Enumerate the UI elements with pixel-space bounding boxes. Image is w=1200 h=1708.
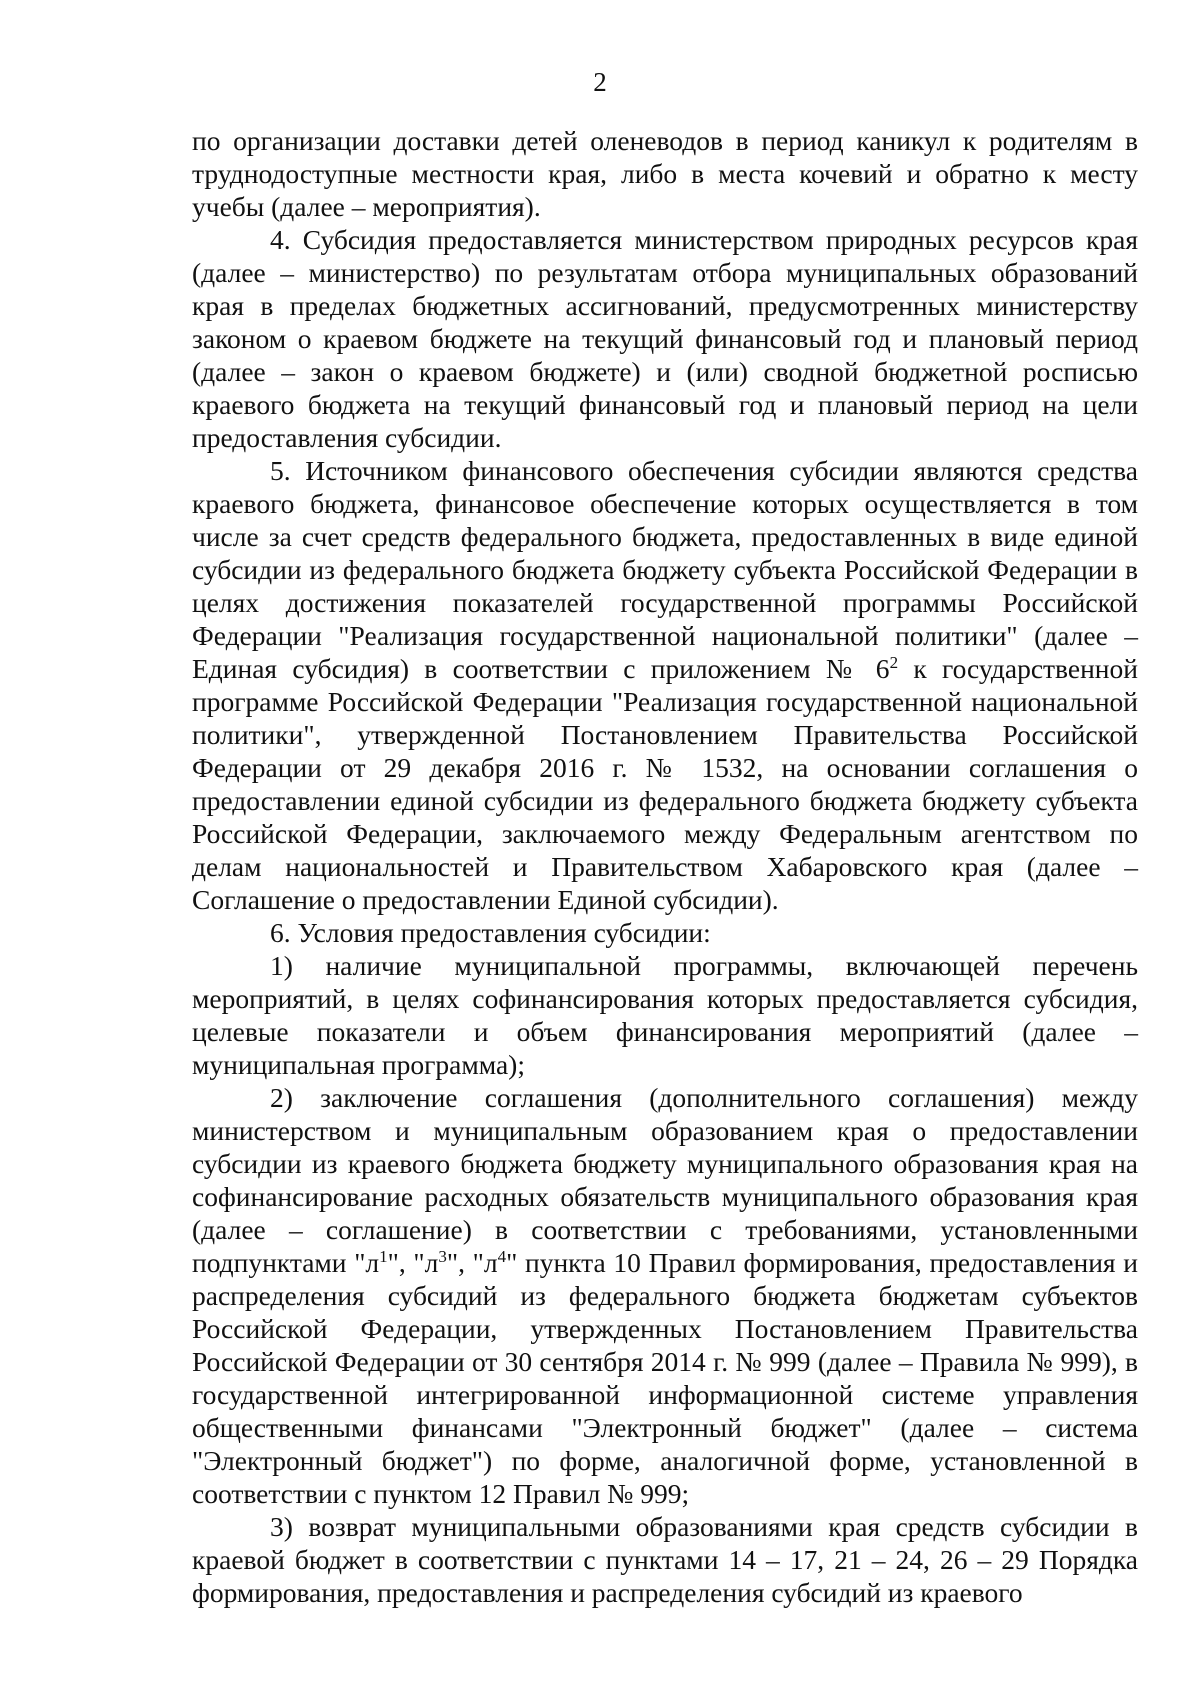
- paragraph-4: 4. Субсидия предоставляется министерством природных ресурсов края (далее – министерство) по результатам отбора муниципальных образований края в пределах бюджетных ассигнований, предусмотренных министерству законом о краевом бюджете на текущий финансовый год и плановый период (далее – закон о краевом бюджете) и (или) сводной бюджетной росписью краевого бюджета на текущий финансовый год и плановый период на цели предоставления субсидии.: [192, 224, 1138, 453]
- page-number: 2: [593, 67, 607, 97]
- subpoint-superscript-3: 3: [438, 1246, 447, 1266]
- annex-superscript: 2: [889, 652, 899, 672]
- subpoint-superscript-4: 4: [497, 1246, 507, 1266]
- subparagraph-6-2: [192, 1081, 1138, 1510]
- document-body: [192, 124, 1138, 1609]
- subparagraph-6-2-text-d: " пункта 10 Правил формирования, предоставления и распределения субсидий из федерального бюджета бюджетам субъектов Российской Федерации, утвержденных Постановлением Правительства Российской Федерации от 30 сентября 2014 г. № 999 (далее – Правила № 999), в государственной интегрированной информационной системе управления общественными финансами "Электронный бюджет" (далее – система "Электронный бюджет") по форме, аналогичной форме, установленной в соответствии с пунктом 12 Правил № 999;: [192, 1247, 1138, 1509]
- paragraph-intro-continuation: по организации доставки детей оленеводов в период каникул к родителям в труднодоступные местности края, либо в места кочевий и обратно к месту учебы (далее – мероприятия).: [192, 125, 1138, 222]
- subparagraph-6-2-text-a: 2) заключение соглашения (дополнительного соглашения) между министерством и муниципальным образованием края о предоставлении субсидии из краевого бюджета бюджету муниципального образования края на софинансирование расходных обязательств муниципального образования края (далее – соглашение) в соответствии с требованиями, установленными подпунктами "л: [192, 1082, 1138, 1278]
- subparagraph-6-2-text-c: ", "л: [446, 1247, 498, 1278]
- subparagraph-6-1: 1) наличие муниципальной программы, включающей перечень мероприятий, в целях софинансирования которых предоставляется субсидия, целевые показатели и объем финансирования мероприятий (далее – муниципальная программа);: [192, 950, 1138, 1080]
- paragraph-5-text-start: 5. Источником финансового обеспечения субсидии являются средства краевого бюджета, финансовое обеспечение которых осуществляется в том числе за счет средств федерального бюджета, предоставленных в виде единой субсидии из федерального бюджета бюджету субъекта Российской Федерации в целях достижения показателей государственной программы Российской Федерации "Реализация государственной национальной политики" (далее – Единая субсидия) в соответствии с приложением № 6: [192, 455, 1138, 684]
- paragraph-5-text-end: к государственной программе Российской Федерации "Реализация государственной национальной политики", утвержденной Постановлением Правительства Российской Федерации от 29 декабря 2016 г. № 1532, на основании соглашения о предоставлении единой субсидии из федерального бюджета бюджету субъекта Российской Федерации, заключаемого между Федеральным агентством по делам национальностей и Правительством Хабаровского края (далее – Соглашение о предоставлении Единой субсидии).: [192, 653, 1138, 915]
- subparagraph-6-3: 3) возврат муниципальными образованиями края средств субсидии в краевой бюджет в соответствии с пунктами 14 – 17, 21 – 24, 26 – 29 Порядка формирования, предоставления и распределения субсидий из краевого: [192, 1511, 1138, 1608]
- subpoint-superscript-1: 1: [379, 1246, 388, 1266]
- subparagraph-6-2-text-b: ", "л: [387, 1247, 439, 1278]
- paragraph-5: [192, 454, 1138, 916]
- paragraph-6: 6. Условия предоставления субсидии:: [270, 917, 711, 948]
